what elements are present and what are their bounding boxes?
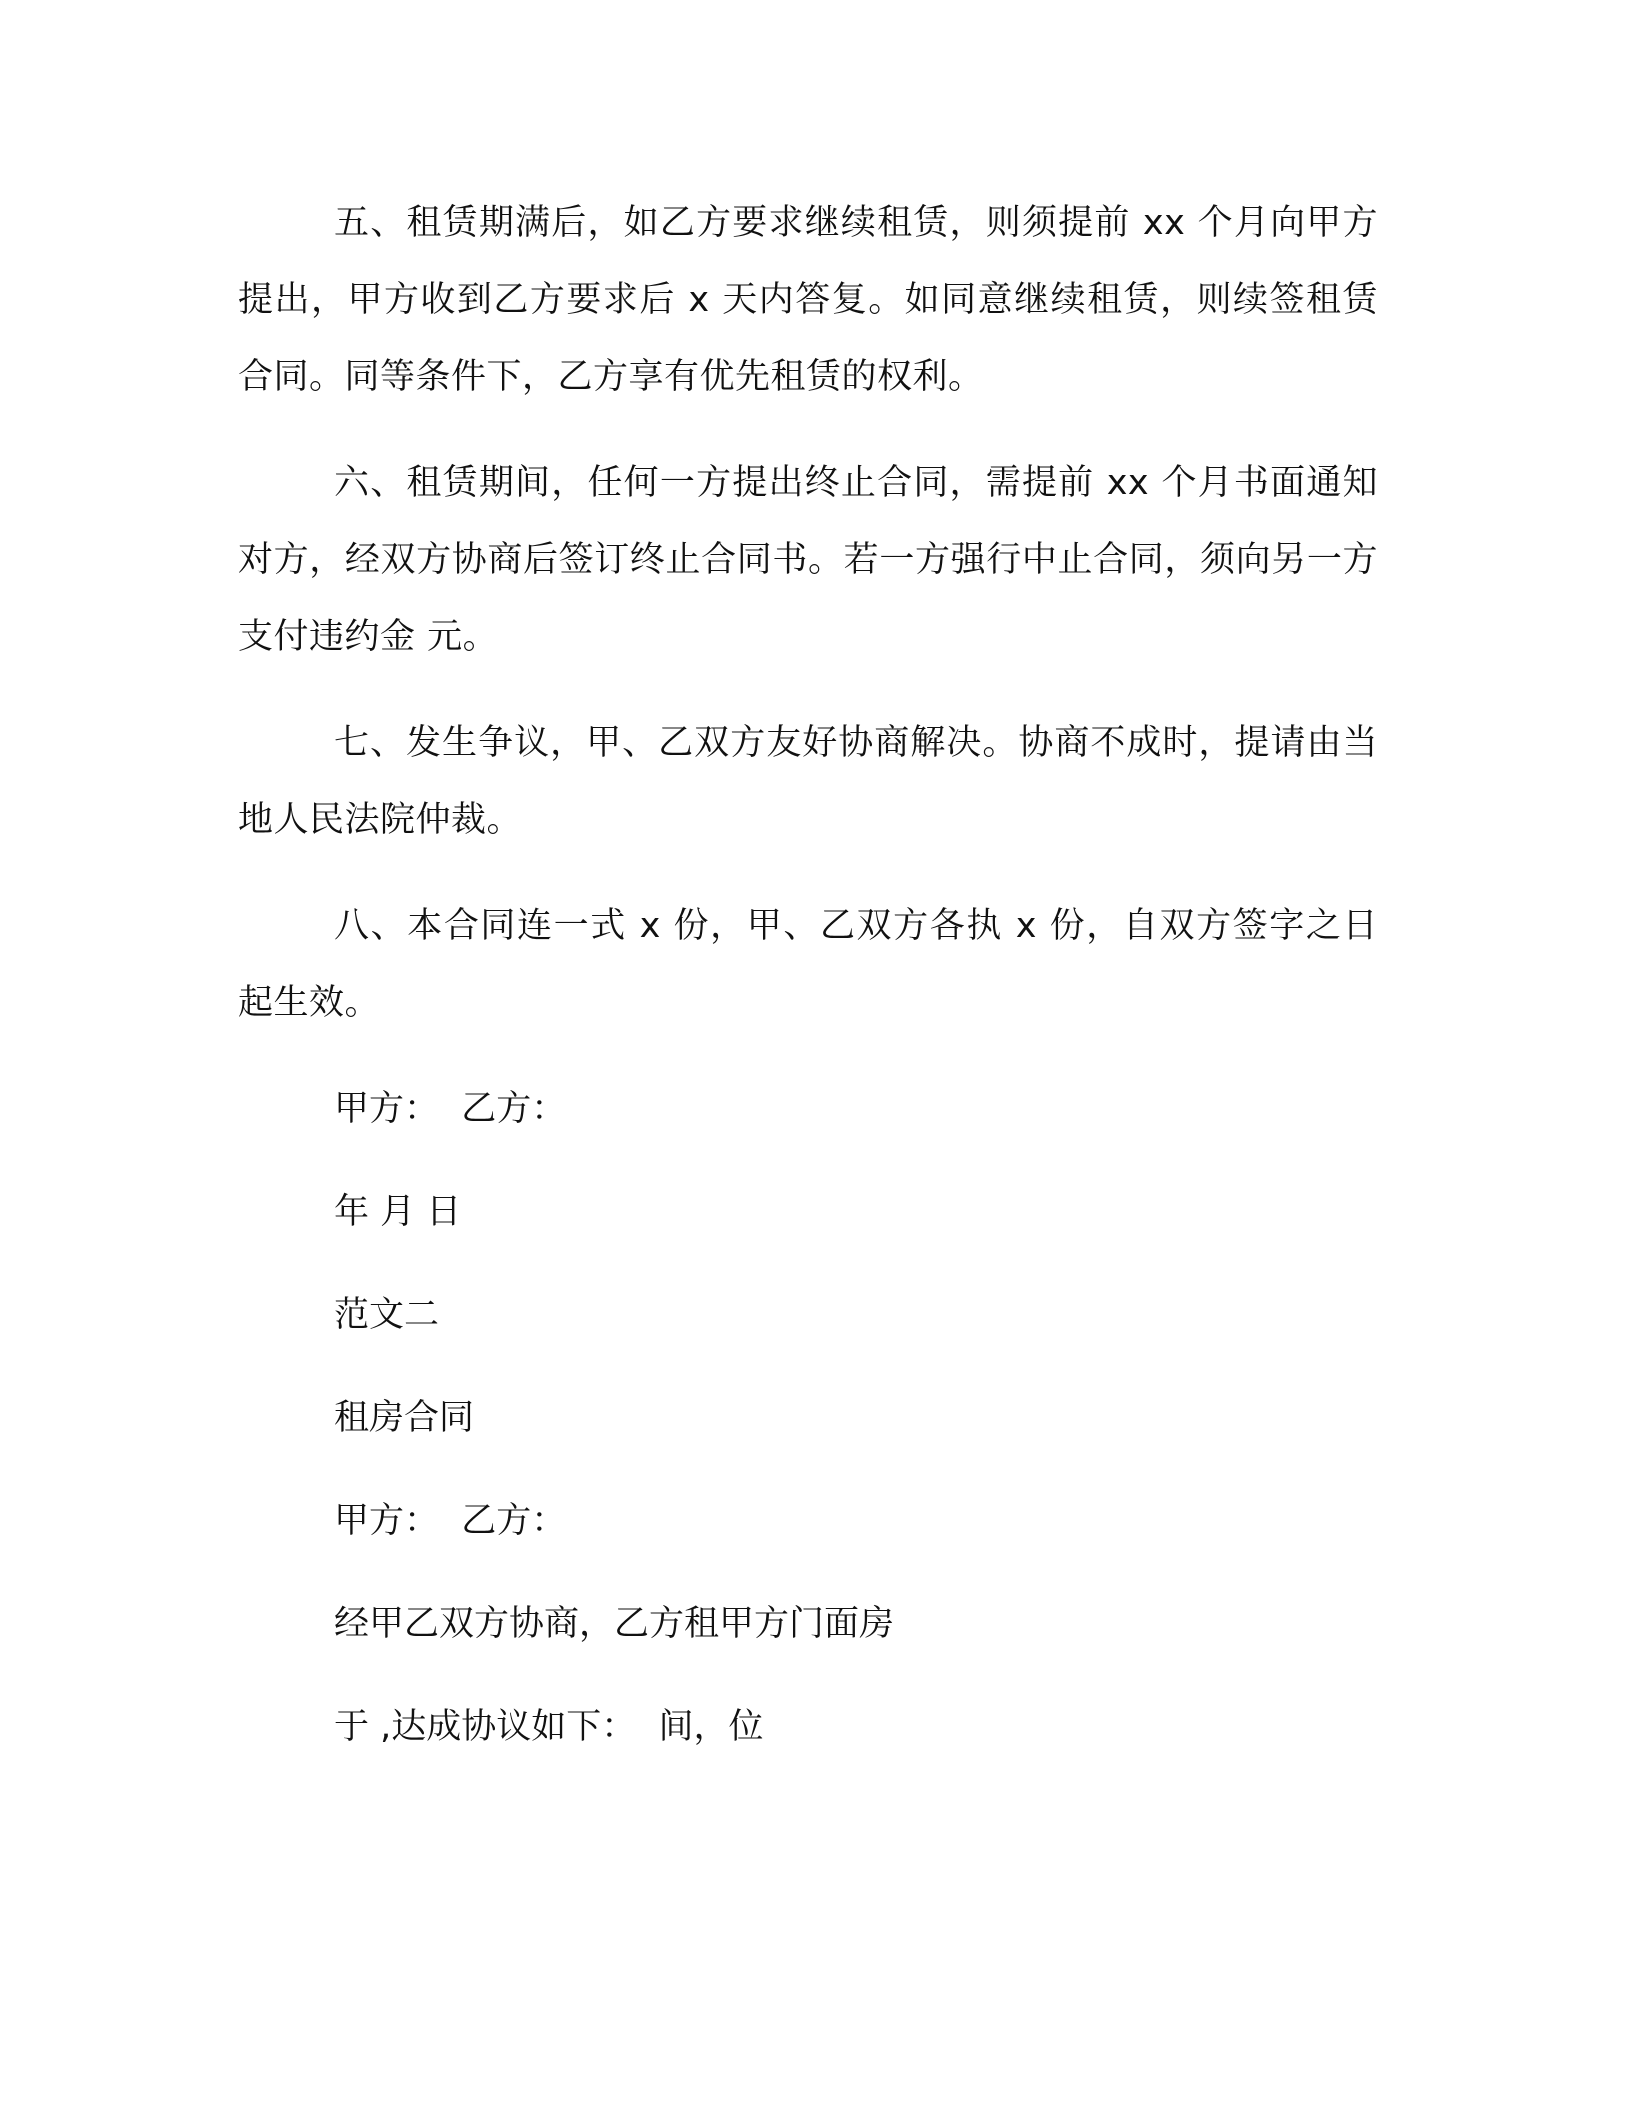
document-page: [238, 185, 1378, 1792]
clause-six: 六、租赁期间，任何一方提出终止合同，需提前 xx 个月书面通知对方，经双方协商后签订终止合同书。若一方强行中止合同，须向另一方支付违约金 元。: [238, 463, 1378, 657]
clause-five: 五、租赁期满后，如乙方要求继续租赁，则须提前 xx 个月向甲方提出，甲方收到乙方要求后 x 天内答复。如同意继续租赁，则续签租赁合同。同等条件下，乙方享有优先租赁的权利。: [238, 203, 1378, 397]
sample-two-agreement: 于 ,达成协议如下： 间，位: [334, 1707, 764, 1747]
clause-eight: 八、本合同连一式 x 份，甲、乙双方各执 x 份，自双方签字之日起生效。: [238, 906, 1378, 1023]
sample-two-intro: 经甲乙双方协商，乙方租甲方门面房: [334, 1604, 895, 1644]
sample-two-heading: 范文二: [334, 1295, 440, 1335]
sample-two-title: 租房合同: [334, 1398, 475, 1438]
signature-parties: 甲方： 乙方：: [334, 1089, 567, 1129]
signature-date: 年 月 日: [334, 1192, 462, 1232]
sample-two-parties: 甲方： 乙方：: [334, 1501, 567, 1541]
clause-seven: 七、发生争议，甲、乙双方友好协商解决。协商不成时，提请由当地人民法院仲裁。: [238, 723, 1378, 840]
